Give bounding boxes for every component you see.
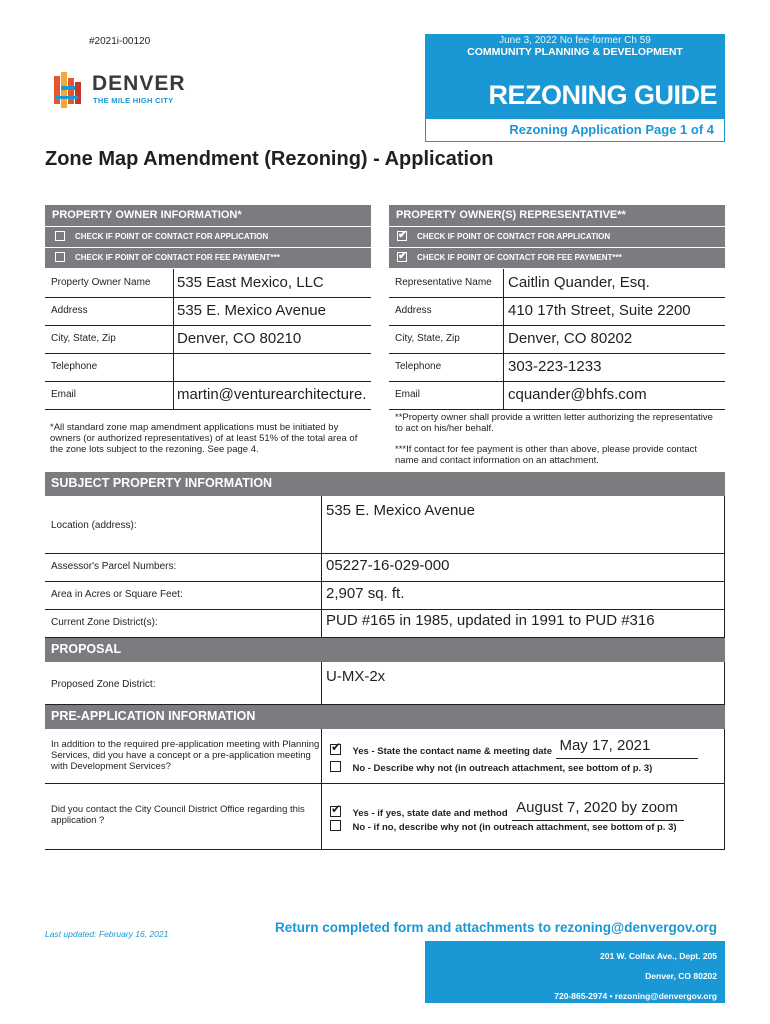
footer-address-line1: 201 W. Colfax Ave., Dept. 205 (600, 951, 717, 961)
owner-contact-check-row[interactable] (45, 227, 371, 247)
q2-yes-checkbox[interactable] (330, 806, 341, 817)
rep-email-label: Email (395, 389, 421, 400)
owner-address-label: Address (51, 305, 88, 316)
current-zone-field[interactable]: PUD #165 in 1985, updated in 1991 to PUD #316 (326, 612, 655, 629)
subject-property-fields (45, 496, 725, 638)
guide-title: REZONING GUIDE (488, 80, 717, 110)
parcel-numbers-field[interactable]: 05227-16-029-000 (326, 557, 450, 574)
denver-logo-mark-icon (52, 72, 88, 108)
owner-name-field[interactable]: 535 East Mexico, LLC (177, 274, 324, 291)
owner-fee-checkbox[interactable] (55, 252, 65, 262)
rep-fee-check-row[interactable] (389, 248, 725, 268)
q2-yes-answer: August 7, 2020 by zoom (516, 799, 678, 816)
rep-fee-checkbox[interactable] (397, 252, 407, 262)
rep-footnote-authorization: **Property owner shall provide a written letter authorizing the representative to act on his/her behalf. (395, 412, 713, 434)
location-field[interactable]: 535 E. Mexico Avenue (326, 502, 475, 519)
rep-fields (389, 269, 725, 410)
owner-email-field[interactable]: martin@venturearchitecture. (177, 386, 367, 403)
rep-name-label: Representative Name (395, 277, 492, 288)
q1-yes-answer: May 17, 2021 (559, 737, 651, 754)
page-title: Zone Map Amendment (Rezoning) - Application (45, 148, 494, 170)
owner-contact-checkbox[interactable] (55, 231, 65, 241)
rep-contact-check-label: CHECK IF POINT OF CONTACT FOR APPLICATION (417, 232, 611, 242)
rep-city-label: City, State, Zip (395, 333, 460, 344)
q1-yes-row[interactable] (330, 737, 725, 759)
q2-no-checkbox[interactable] (330, 820, 341, 831)
area-label: Area in Acres or Square Feet: (51, 589, 183, 600)
owner-name-label: Property Owner Name (51, 277, 151, 288)
rep-contact-checkbox[interactable] (397, 231, 407, 241)
page-indicator: Rezoning Application Page 1 of 4 (425, 118, 725, 142)
department-name: COMMUNITY PLANNING & DEVELOPMENT (467, 46, 683, 58)
rep-address-label: Address (395, 305, 432, 316)
q1-yes-label: Yes - State the contact name & meeting date (352, 746, 553, 757)
q2-no-row[interactable] (330, 817, 725, 835)
q1-yes-checkbox[interactable] (330, 744, 341, 755)
q2-yes-label: Yes - if yes, state date and method (352, 808, 508, 819)
rep-contact-check-row[interactable] (389, 227, 725, 247)
rep-telephone-label: Telephone (395, 361, 442, 372)
q1-no-label: No - Describe why not (in outreach attachment, see bottom of p. 3) (352, 763, 653, 774)
owner-city-label: City, State, Zip (51, 333, 116, 344)
proposed-zone-label: Proposed Zone District: (51, 679, 156, 690)
pre-application-heading: PRE-APPLICATION INFORMATION (45, 705, 725, 729)
q1-no-checkbox[interactable] (330, 761, 341, 772)
footer-contact-box (425, 941, 725, 1003)
rep-address-field[interactable]: 410 17th Street, Suite 2200 (508, 302, 691, 319)
owner-section-heading: PROPERTY OWNER INFORMATION* (45, 205, 371, 226)
parcel-numbers-label: Assessor's Parcel Numbers: (51, 561, 177, 572)
header-banner (425, 34, 725, 118)
banner-date-note: June 3, 2022 No fee-former Ch 59 (499, 35, 651, 46)
q2-no-label: No - if no, describe why not (in outreach attachment, see bottom of p. 3) (352, 822, 677, 833)
logo-tagline: THE MILE HIGH CITY (93, 96, 174, 105)
denver-logo (52, 72, 202, 112)
owner-email-label: Email (51, 389, 77, 400)
proposed-zone-field[interactable]: U-MX-2x (326, 668, 386, 685)
last-updated-date: Last updated: February 16, 2021 (45, 929, 169, 939)
owner-fee-check-row[interactable] (45, 248, 371, 268)
form-id: #2021i-00120 (89, 36, 151, 47)
footer-address-line2: Denver, CO 80202 (645, 971, 717, 981)
subject-property-heading: SUBJECT PROPERTY INFORMATION (45, 472, 725, 496)
owner-city-field[interactable]: Denver, CO 80210 (177, 330, 302, 347)
owner-fee-check-label: CHECK IF POINT OF CONTACT FOR FEE PAYMENT*** (75, 253, 280, 263)
proposal-fields (45, 662, 725, 705)
logo-wordmark: DENVER (92, 72, 186, 95)
q1-no-row[interactable] (330, 758, 725, 776)
location-label: Location (address): (51, 520, 137, 531)
rep-section-heading: PROPERTY OWNER(S) REPRESENTATIVE** (389, 205, 725, 226)
q2-question: Did you contact the City Council District Office regarding this application ? (51, 804, 305, 826)
rep-email-field[interactable]: cquander@bhfs.com (508, 386, 647, 403)
q1-question: In addition to the required pre-application meeting with Planning Services, did you have a concept or a pre-application meeting with Development Services? (51, 739, 320, 772)
footer-contact-line[interactable]: 720-865-2974 • rezoning@denvergov.org (554, 991, 717, 1001)
owner-contact-check-label: CHECK IF POINT OF CONTACT FOR APPLICATION (75, 232, 269, 242)
rep-telephone-field[interactable]: 303-223-1233 (508, 358, 602, 375)
owner-footnote: *All standard zone map amendment applications must be initiated by owners (or authorized representatives) of at least 51% of the total area of the zone lots subject to the rezoning. See page 4. (50, 422, 358, 455)
owner-telephone-label: Telephone (51, 361, 98, 372)
proposal-heading: PROPOSAL (45, 638, 725, 662)
owner-address-field[interactable]: 535 E. Mexico Avenue (177, 302, 326, 319)
rep-footnote-fee-contact: ***If contact for fee payment is other than above, please provide contact name and contact information on an attachment. (395, 444, 698, 466)
rep-city-field[interactable]: Denver, CO 80202 (508, 330, 633, 347)
return-instructions: Return completed form and attachments to rezoning@denvergov.org (275, 920, 717, 935)
current-zone-label: Current Zone District(s): (51, 617, 158, 628)
rep-name-field[interactable]: Caitlin Quander, Esq. (508, 274, 650, 291)
rep-fee-check-label: CHECK IF POINT OF CONTACT FOR FEE PAYMENT*** (417, 253, 622, 263)
area-field[interactable]: 2,907 sq. ft. (326, 585, 405, 602)
owner-fields (45, 269, 371, 410)
